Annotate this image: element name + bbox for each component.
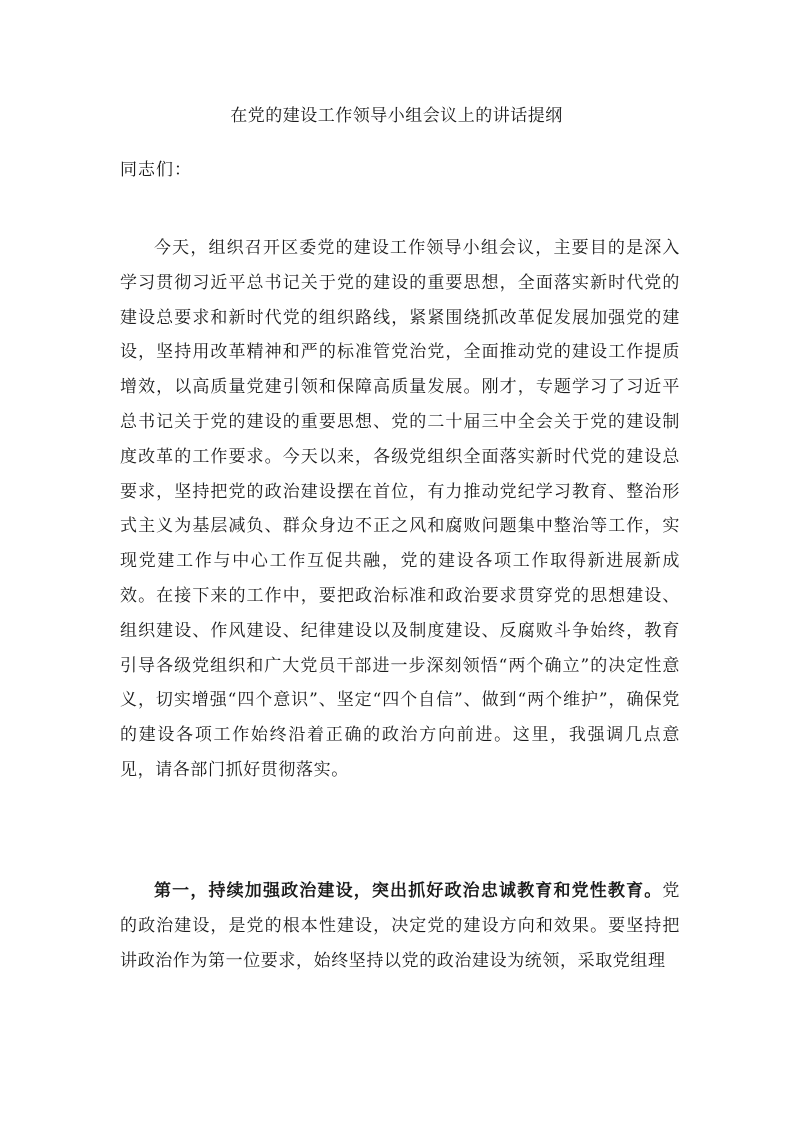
- document-title: 在党的建设工作领导小组会议上的讲话提纲: [230, 106, 563, 126]
- paragraph-body: 党的政治建设，是党的根本性建设，决定党的建设方向和效果。要坚持把讲政治作为第一位要求，始终坚持以党的政治建设为统领，采取党组理: [120, 881, 680, 971]
- salutation: 同志们：: [120, 160, 192, 180]
- paragraph-heading: 第一，持续加强政治建设，突出抓好政治忠诚教育和党性教育。: [154, 881, 663, 901]
- paragraph-intro: 今天，组织召开区委党的建设工作领导小组会议，主要目的是深入学习贯彻习近平总书记关于党的建设的重要思想，全面落实新时代党的建设总要求和新时代党的组织路线，紧紧围绕抓改革促发展加强党的建设，坚持用改革精神和严的标准管党治党，全面推动党的建设工作提质增效，以高质量党建引领和保障高质量发展。刚才，专题学习了习近平总书记关于党的建设的重要思想、党的二十届三中全会关于党的建设制度改革的工作要求。今天以来，各级党组织全面落实新时代党的建设总要求，坚持把党的政治建设摆在首位，有力推动党纪学习教育、整治形式主义为基层减负、群众身边不正之风和腐败问题集中整治等工作，实现党建工作与中心工作互促共融，党的建设各项工作取得新进展新成效。在接下来的工作中，要把政治标准和政治要求贯穿党的思想建设、组织建设、作风建设、纪律建设以及制度建设、反腐败斗争始终，教育引导各级党组织和广大党员干部进一步深刻领悟“两个确立”的决定性意义，切实增强“四个意识”、坚定“四个自信”、做到“两个维护”，确保党的建设各项工作始终沿着正确的政治方向前进。这里，我强调几点意见，请各部门抓好贯彻落实。: [120, 238, 680, 780]
- paragraph-first-point: [120, 874, 680, 978]
